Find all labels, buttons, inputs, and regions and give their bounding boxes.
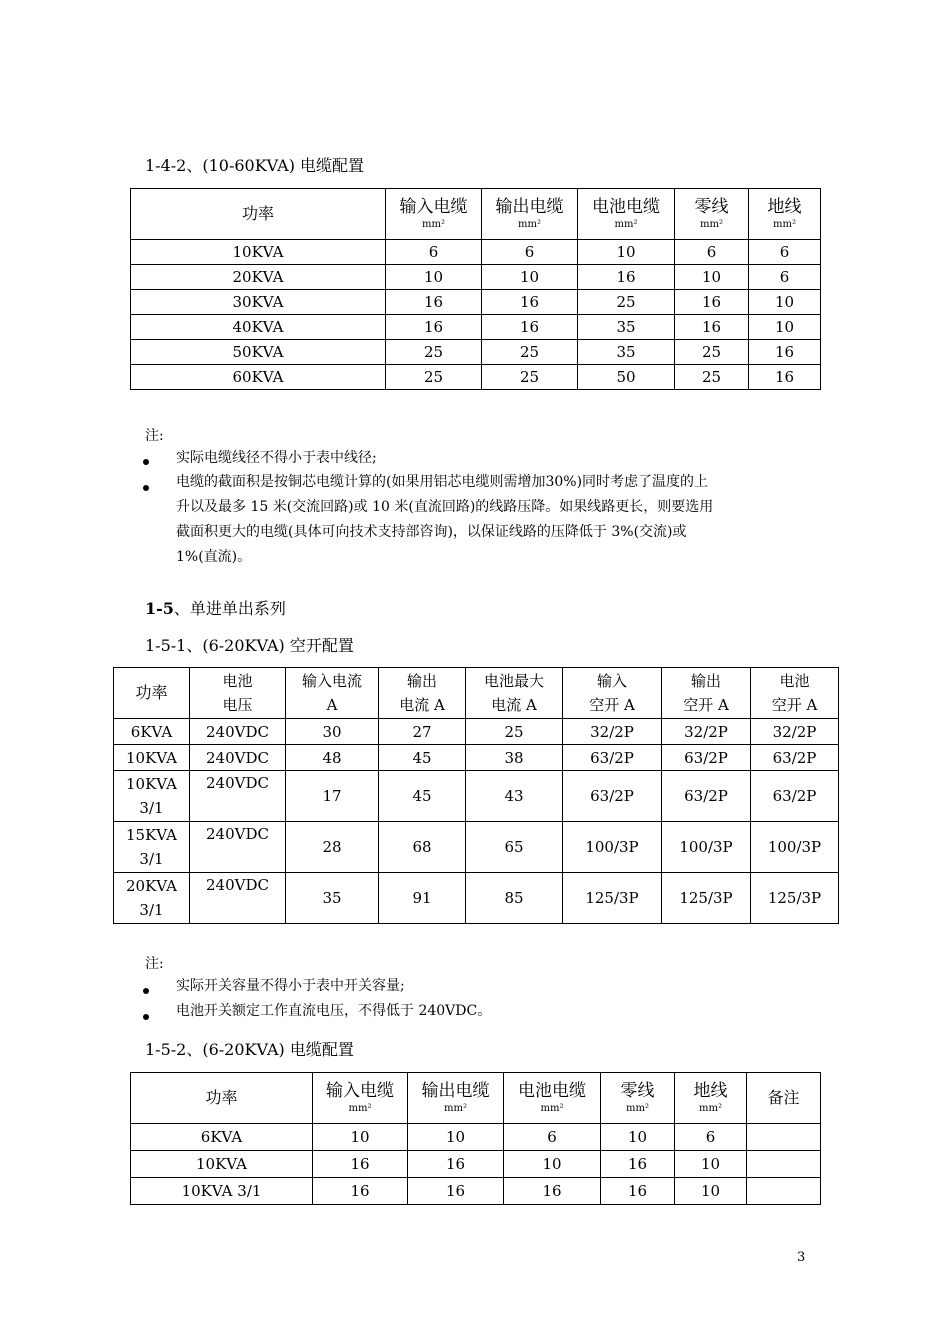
power-cell: [114, 873, 190, 924]
table-cell: 100/3P: [662, 822, 751, 873]
note-paragraph: [176, 470, 826, 570]
table-cell: 240VDC: [190, 719, 286, 745]
table-cell: 32/2P: [563, 719, 662, 745]
note-line: 1%(直流)。: [176, 549, 252, 565]
table-cell: 125/3P: [662, 873, 751, 924]
table-header-row: [114, 668, 839, 719]
table-cell: 240VDC: [190, 745, 286, 771]
header-text: 输入电流: [301, 672, 362, 690]
table-cell: 240VDC: [190, 873, 286, 924]
table-row: [114, 745, 839, 771]
table-cell: 20KVA: [131, 265, 386, 290]
header-text: 电压: [222, 696, 253, 714]
header-text: 电池: [779, 672, 810, 690]
power-text: 20KVA: [126, 877, 177, 895]
table-cell: 16: [386, 315, 482, 340]
table-cell: 240VDC: [190, 771, 286, 822]
table-cell: 6: [749, 265, 821, 290]
bullet-icon: [143, 485, 149, 491]
cable-config-table-6-20kva: [130, 1072, 821, 1205]
header-cell: [286, 668, 379, 719]
header-power: 功率: [131, 1073, 313, 1124]
table-cell: 16: [408, 1151, 504, 1178]
header-cell: [379, 668, 466, 719]
header-text: 电池: [222, 672, 253, 690]
table-cell: 16: [386, 290, 482, 315]
table-cell: 6: [675, 1124, 747, 1151]
header-text: 功率: [135, 683, 168, 702]
table-cell: 63/2P: [662, 745, 751, 771]
table-cell: 45: [379, 745, 466, 771]
power-cell: [114, 771, 190, 822]
power-text: 6KVA: [130, 722, 173, 741]
header-output-cable: 输出电缆 mm²: [482, 189, 578, 240]
header-remarks: 备注: [747, 1073, 821, 1124]
table-cell: 125/3P: [563, 873, 662, 924]
header-text: 输入: [596, 672, 627, 690]
table-cell: 16: [578, 265, 675, 290]
table-cell: 16: [313, 1151, 408, 1178]
table-row: [131, 1178, 821, 1205]
note-label: 注:: [145, 956, 164, 972]
header-ground: 地线 mm²: [675, 1073, 747, 1124]
note-line: 电缆的截面积是按铜芯电缆计算的(如果用铝芯电缆则需增加30%)同时考虑了温度的上: [176, 474, 709, 490]
table-cell: 240VDC: [190, 822, 286, 873]
table-cell: 63/2P: [662, 771, 751, 822]
header-text: 空开 A: [683, 696, 729, 714]
header-text: A: [326, 696, 338, 714]
table-cell: 63/2P: [751, 745, 839, 771]
header-neutral: 零线 mm²: [601, 1073, 675, 1124]
table-cell: 25: [386, 340, 482, 365]
table-cell: 68: [379, 822, 466, 873]
header-text: 输出: [690, 672, 721, 690]
header-cell: [114, 668, 190, 719]
table-cell: 25: [675, 365, 749, 390]
bullet-icon: [143, 459, 149, 465]
header-text: 电池最大: [483, 672, 544, 690]
header-input-cable: 输入电缆 mm²: [313, 1073, 408, 1124]
header-neutral: 零线 mm²: [675, 189, 749, 240]
table-cell: 25: [482, 340, 578, 365]
table-cell: 32/2P: [662, 719, 751, 745]
header-battery-cable: 电池电缆 mm²: [504, 1073, 601, 1124]
table-cell: 63/2P: [563, 745, 662, 771]
table-cell: 10: [408, 1124, 504, 1151]
table-header-row: [131, 1073, 821, 1124]
table-cell: 10: [313, 1124, 408, 1151]
section-heading-1-5-1: 1-5-1、(6-20KVA) 空开配置: [145, 636, 354, 655]
table-cell: 63/2P: [751, 771, 839, 822]
header-output-cable: 输出电缆 mm²: [408, 1073, 504, 1124]
table-cell: 10: [386, 265, 482, 290]
table-cell: 60KVA: [131, 365, 386, 390]
table-cell: 63/2P: [563, 771, 662, 822]
note-line: 截面积更大的电缆(具体可向技术支持部咨询)，以保证线路的压降低于 3%(交流)或: [176, 524, 687, 540]
table-cell: 125/3P: [751, 873, 839, 924]
table-cell: 16: [749, 365, 821, 390]
table-cell: 10: [482, 265, 578, 290]
table-row: [114, 771, 839, 822]
table-cell: 10: [675, 1151, 747, 1178]
table-cell: 10: [675, 265, 749, 290]
table-cell: 10: [601, 1124, 675, 1151]
section-heading-1-5-2: 1-5-2、(6-20KVA) 电缆配置: [145, 1040, 354, 1059]
note-label: 注:: [145, 428, 164, 444]
table-cell: 10: [578, 240, 675, 265]
table-cell: 10: [749, 290, 821, 315]
table-row: [131, 290, 821, 315]
section-heading-1-4-2: 1-4-2、(10-60KVA) 电缆配置: [145, 156, 365, 175]
table-cell: 6: [675, 240, 749, 265]
table-cell: 16: [601, 1151, 675, 1178]
table-cell: 16: [601, 1178, 675, 1205]
header-text: 空开 A: [589, 696, 635, 714]
table-row: [131, 1151, 821, 1178]
power-text: 15KVA: [126, 826, 177, 844]
table-cell: 50: [578, 365, 675, 390]
header-text: 空开 A: [771, 696, 818, 714]
table-cell: 10KVA: [131, 1151, 313, 1178]
table-cell: 30: [286, 719, 379, 745]
table-cell: 17: [286, 771, 379, 822]
note-line: 电池开关额定工作直流电压，不得低于 240VDC。: [176, 1003, 492, 1019]
table-header-row: [131, 189, 821, 240]
table-cell: 32/2P: [751, 719, 839, 745]
table-cell: 10: [504, 1151, 601, 1178]
bullet-icon: [143, 988, 149, 994]
table-cell: 45: [379, 771, 466, 822]
table-cell: 16: [482, 315, 578, 340]
table-cell: 100/3P: [563, 822, 662, 873]
table-cell: [747, 1124, 821, 1151]
table-cell: 10KVA: [131, 240, 386, 265]
table-cell: 28: [286, 822, 379, 873]
table-cell: 38: [466, 745, 563, 771]
table-row: [114, 822, 839, 873]
table-cell: 100/3P: [751, 822, 839, 873]
table-cell: 10KVA 3/1: [131, 1178, 313, 1205]
table-cell: 48: [286, 745, 379, 771]
table-cell: 16: [675, 290, 749, 315]
table-cell: 6: [386, 240, 482, 265]
page-number: 3: [797, 1250, 806, 1265]
table-cell: 16: [313, 1178, 408, 1205]
table-cell: 6KVA: [131, 1124, 313, 1151]
header-cell: [662, 668, 751, 719]
table-cell: 10: [675, 1178, 747, 1205]
table-cell: 16: [749, 340, 821, 365]
table-cell: 30KVA: [131, 290, 386, 315]
note-line: 实际开关容量不得小于表中开关容量;: [176, 978, 405, 994]
table-cell: 40KVA: [131, 315, 386, 340]
table-row: [131, 315, 821, 340]
table-cell: 6: [482, 240, 578, 265]
power-cell: [114, 719, 190, 745]
header-cell: [751, 668, 839, 719]
power-text: 3/1: [139, 850, 164, 868]
table-cell: 65: [466, 822, 563, 873]
power-text: 10KVA: [126, 775, 177, 793]
breaker-config-table-6-20kva: [113, 667, 839, 924]
table-cell: 43: [466, 771, 563, 822]
table-cell: 50KVA: [131, 340, 386, 365]
table-cell: 91: [379, 873, 466, 924]
table-cell: 35: [286, 873, 379, 924]
table-cell: 25: [482, 365, 578, 390]
header-cell: [563, 668, 662, 719]
header-power: 功率: [131, 189, 386, 240]
table-cell: 16: [408, 1178, 504, 1205]
header-text: 电流 A: [491, 696, 537, 714]
cable-config-table-10-60kva: [130, 188, 821, 390]
table-cell: 25: [675, 340, 749, 365]
header-input-cable: 输入电缆 mm²: [386, 189, 482, 240]
table-cell: 25: [466, 719, 563, 745]
power-text: 3/1: [139, 901, 164, 919]
header-cell: [466, 668, 563, 719]
table-cell: [747, 1151, 821, 1178]
header-cell: [190, 668, 286, 719]
table-cell: 85: [466, 873, 563, 924]
header-text: 电流 A: [399, 696, 445, 714]
table-cell: 25: [578, 290, 675, 315]
table-cell: 10: [749, 315, 821, 340]
table-cell: [747, 1178, 821, 1205]
table-cell: 35: [578, 340, 675, 365]
table-cell: 25: [386, 365, 482, 390]
table-row: [131, 265, 821, 290]
table-row: [114, 719, 839, 745]
table-row: [131, 365, 821, 390]
table-cell: 16: [482, 290, 578, 315]
table-row: [131, 240, 821, 265]
note-line: 升以及最多 15 米(交流回路)或 10 米(直流回路)的线路压降。如果线路更长，则要选用: [176, 499, 714, 515]
section-heading-1-5: [145, 596, 286, 619]
power-text: 10KVA: [126, 748, 177, 767]
header-ground: 地线 mm²: [749, 189, 821, 240]
table-row: [131, 340, 821, 365]
power-cell: [114, 822, 190, 873]
note-line: 实际电缆线径不得小于表中线径;: [176, 450, 377, 466]
table-cell: 6: [749, 240, 821, 265]
section-title: 、单进单出系列: [173, 599, 286, 618]
table-cell: 16: [675, 315, 749, 340]
header-text: 输出: [406, 672, 437, 690]
power-text: 3/1: [139, 799, 164, 817]
table-row: [131, 1124, 821, 1151]
section-number: 1-5: [145, 599, 174, 618]
table-cell: 35: [578, 315, 675, 340]
table-cell: 27: [379, 719, 466, 745]
table-cell: 6: [504, 1124, 601, 1151]
power-cell: [114, 745, 190, 771]
bullet-icon: [143, 1014, 149, 1020]
header-battery-cable: 电池电缆 mm²: [578, 189, 675, 240]
table-row: [114, 873, 839, 924]
table-cell: 16: [504, 1178, 601, 1205]
